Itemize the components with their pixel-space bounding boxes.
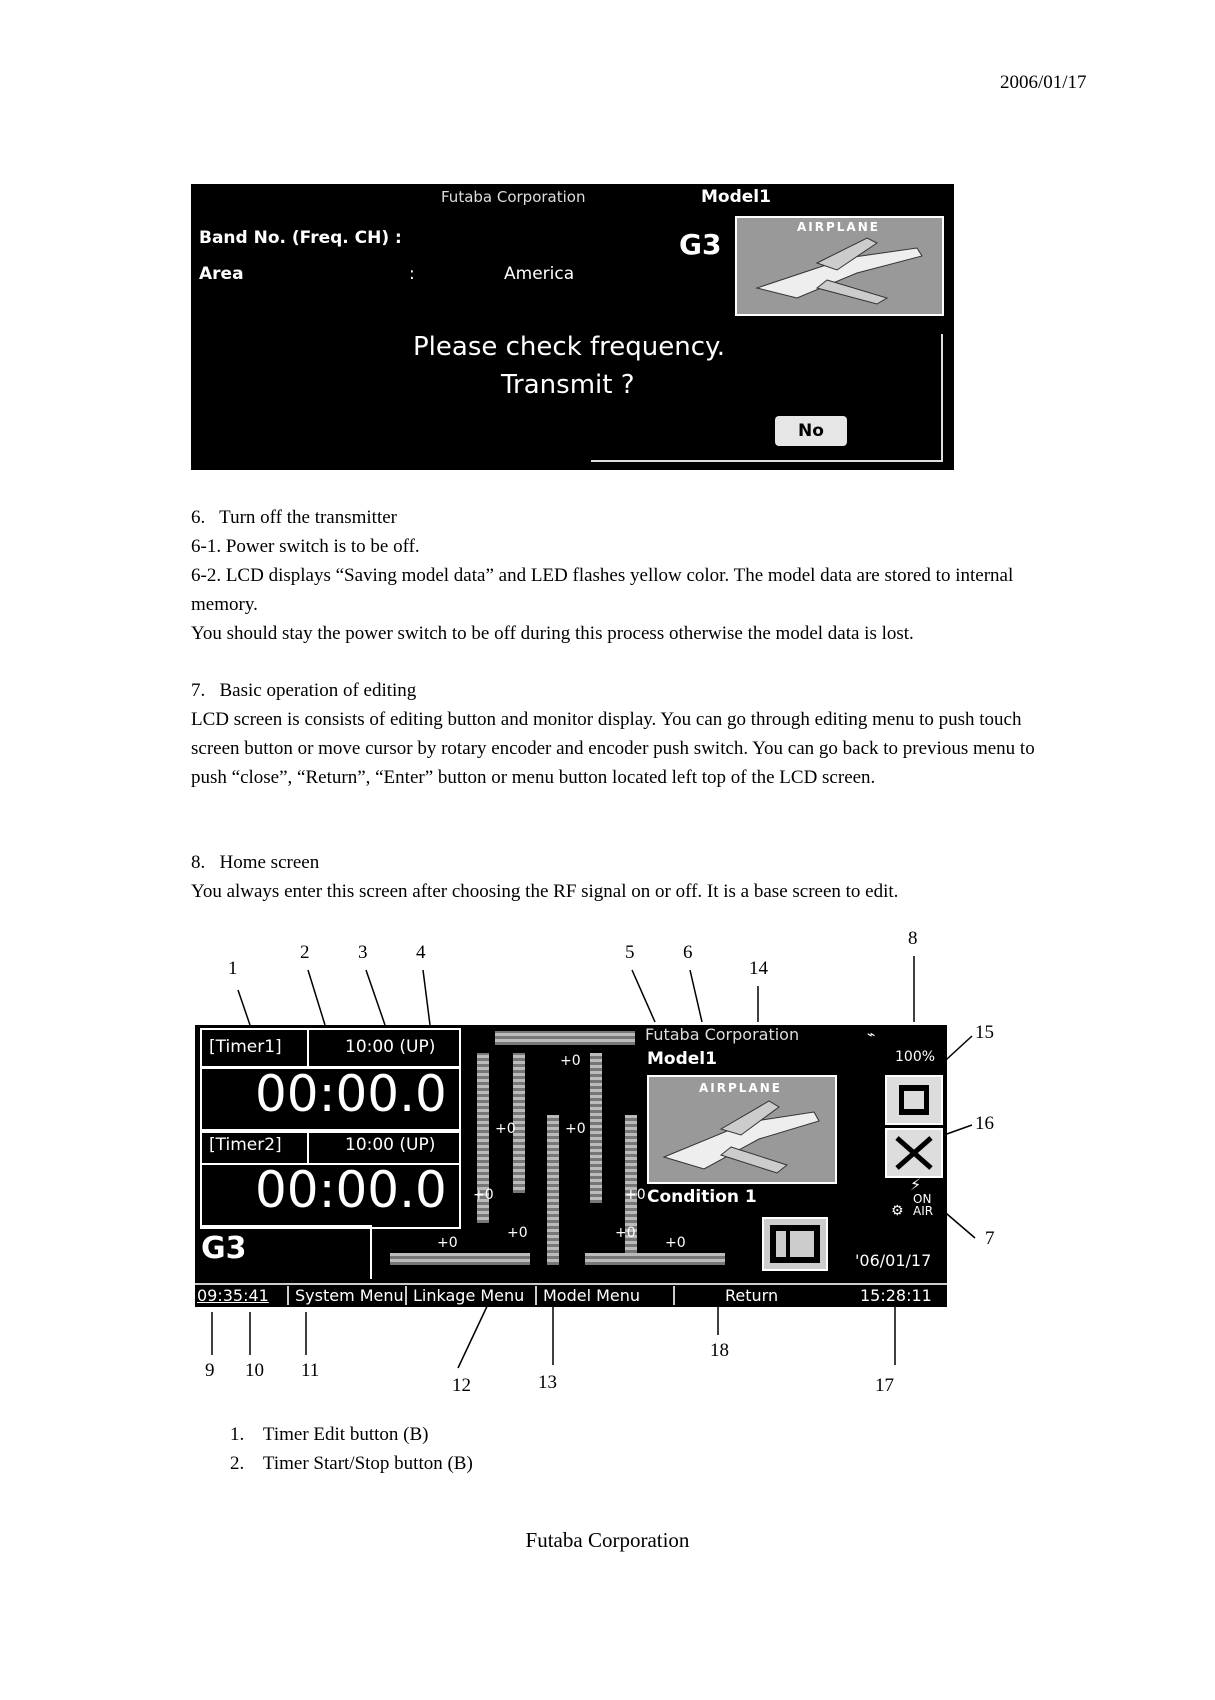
model-name: Model1 xyxy=(647,1049,717,1069)
section-8-text: You always enter this screen after choosing the RF signal on or off. It is a base screen to edit. xyxy=(191,881,899,902)
g3-logo: G3 xyxy=(201,1231,247,1266)
user-menu-icon xyxy=(887,1077,941,1123)
user-menu-button[interactable] xyxy=(885,1075,943,1125)
logo-frame xyxy=(200,1225,372,1279)
lcd-model-name: Model1 xyxy=(701,187,771,207)
area-value: America xyxy=(504,264,575,284)
condition-label: Condition 1 xyxy=(647,1187,757,1207)
section-7-heading: 7. Basic operation of editing xyxy=(191,680,417,701)
trim-meter-bottom-right xyxy=(585,1253,725,1265)
timer2-setting: 10:00 (UP) xyxy=(345,1135,436,1155)
trim-label-1: +0 xyxy=(560,1053,581,1069)
section-6-line-1: 6-1. Power switch is to be off. xyxy=(191,536,420,557)
callout-4: 4 xyxy=(416,942,426,963)
trim-label-2: +0 xyxy=(495,1121,516,1137)
model-image-label: AIRPLANE xyxy=(699,1081,782,1095)
callout-8: 8 xyxy=(908,928,918,949)
timer1-label: [Timer1] xyxy=(209,1037,282,1057)
return-button[interactable]: Return xyxy=(673,1286,778,1305)
page-footer: Futaba Corporation xyxy=(525,1528,690,1552)
callout-7: 7 xyxy=(985,1228,995,1249)
home-corp-label: Futaba Corporation xyxy=(645,1025,800,1044)
callout-11: 11 xyxy=(301,1360,320,1381)
callout-3: 3 xyxy=(358,942,368,963)
callout-9: 9 xyxy=(205,1360,215,1381)
callout-5: 5 xyxy=(625,942,635,963)
trim-meter-bottom-left xyxy=(390,1253,530,1265)
timer1-value: 00:00.0 xyxy=(255,1065,447,1123)
time-display: 15:28:11 xyxy=(860,1286,932,1305)
airplane-label: AIRPLANE xyxy=(797,220,880,234)
area-colon: : xyxy=(409,264,415,284)
callout-16: 16 xyxy=(975,1113,994,1134)
lcd-corp-label: Futaba Corporation xyxy=(441,188,586,206)
linkage-menu-button[interactable]: Linkage Menu xyxy=(405,1286,524,1305)
system-menu-button[interactable]: System Menu xyxy=(287,1286,404,1305)
section-8-heading: 8. Home screen xyxy=(191,852,320,873)
trim-label-5: +0 xyxy=(625,1187,646,1203)
transmit-message: Transmit ? xyxy=(501,370,635,400)
trim-label-3: +0 xyxy=(565,1121,586,1137)
lightning-icon: ⚡ xyxy=(910,1175,922,1194)
band-label: Band No. (Freq. CH) : xyxy=(199,228,402,248)
callout-6: 6 xyxy=(683,942,693,963)
model-image[interactable] xyxy=(647,1075,837,1184)
callout-13: 13 xyxy=(538,1372,557,1393)
bottom-menu-bar xyxy=(195,1283,947,1307)
rf-icon: ⚙ xyxy=(891,1203,904,1219)
section-6-line-2: 6-2. LCD displays “Saving model data” and LED flashes yellow color. The model data are stored to internal memory. xyxy=(191,565,1014,615)
trim-meter-3 xyxy=(547,1115,559,1265)
callout-1: 1 xyxy=(228,958,238,979)
tools-button[interactable] xyxy=(885,1128,943,1178)
trim-label-7: +0 xyxy=(507,1225,528,1241)
document-date: 2006/01/17 xyxy=(1000,72,1087,93)
timer2-value: 00:00.0 xyxy=(255,1161,447,1219)
list-item: 2. Timer Start/Stop button (B) xyxy=(230,1453,473,1474)
trim-meter-4 xyxy=(590,1053,602,1203)
timer1-setting: 10:00 (UP) xyxy=(345,1037,436,1057)
section-7-text: LCD screen is consists of editing button and monitor display. You can go through editing menu to push touch screen button or move cursor by rotary encoder and encoder push switch. You can go back to previous menu to push “close”, “Return”, “Enter” button or menu button located left top of the LCD screen. xyxy=(191,709,1035,788)
timer2-label: [Timer2] xyxy=(209,1135,282,1155)
home-screen-screenshot xyxy=(195,1025,947,1307)
battery-level: 100% xyxy=(895,1049,936,1065)
callout-17: 17 xyxy=(875,1375,894,1396)
callout-2: 2 xyxy=(300,942,310,963)
item-list xyxy=(230,1420,473,1478)
trim-label-8: +0 xyxy=(615,1225,636,1241)
monitor-icon xyxy=(764,1219,826,1269)
date-display: '06/01/17 xyxy=(855,1251,932,1270)
callout-18: 18 xyxy=(710,1340,729,1361)
trim-label-9: +0 xyxy=(665,1235,686,1251)
callout-10: 10 xyxy=(245,1360,264,1381)
callout-12: 12 xyxy=(452,1375,471,1396)
g3-logo: G3 xyxy=(679,228,722,261)
section-6-line-3: You should stay the power switch to be off during this process otherwise the model data is lost. xyxy=(191,623,914,644)
no-button[interactable]: No xyxy=(775,416,847,446)
on-air-indicator: ON AIR xyxy=(913,1192,934,1218)
servo-monitor-button[interactable] xyxy=(762,1217,828,1271)
trim-label-4: +0 xyxy=(473,1187,494,1203)
area-label: Area xyxy=(199,264,244,284)
wrench-icon xyxy=(887,1130,941,1176)
section-6-heading: 6. Turn off the transmitter xyxy=(191,507,398,528)
system-timer[interactable]: 09:35:41 xyxy=(197,1286,269,1305)
trim-label-6: +0 xyxy=(437,1235,458,1251)
trim-meter-top xyxy=(495,1031,635,1045)
callout-14: 14 xyxy=(749,958,768,979)
list-item: 1. Timer Edit button (B) xyxy=(230,1424,429,1445)
check-frequency-message: Please check frequency. xyxy=(413,332,725,362)
callout-15: 15 xyxy=(975,1022,994,1043)
battery-icon: ⌁ xyxy=(867,1027,876,1043)
model-menu-button[interactable]: Model Menu xyxy=(535,1286,640,1305)
